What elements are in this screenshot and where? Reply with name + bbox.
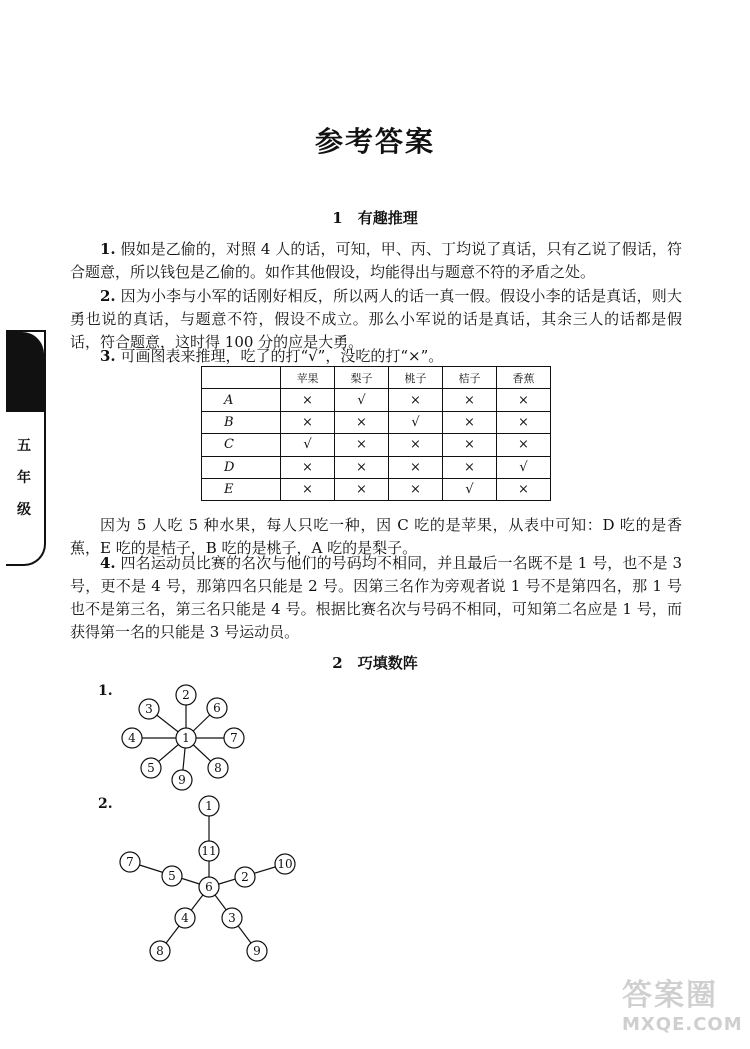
answer-text: 因为小李与小军的话刚好相反，所以两人的话一真一假。假设小李的话是真话，则大勇也说的真话，与题意不符，假设不成立。那么小军说的话是真话，其余三人的话都是假话，符合题意，这时得 100 分的应是大勇。	[70, 287, 682, 351]
answer-number: 4.	[100, 554, 116, 572]
node-number: 8	[156, 944, 164, 958]
answer-number: 1.	[100, 240, 116, 258]
section-heading-2: 2 巧填数阵	[332, 654, 418, 672]
table-cell: √	[389, 411, 443, 433]
table-row-label: B	[202, 411, 281, 433]
watermark-logo	[622, 970, 743, 1040]
figure-1-label: 1.	[98, 683, 113, 699]
table-cell: ×	[443, 456, 497, 478]
node-number: 8	[214, 761, 222, 775]
node-number: 10	[277, 857, 293, 871]
answer-number: 2.	[100, 287, 116, 305]
table-cell: ×	[335, 456, 389, 478]
table-cell: ×	[443, 434, 497, 456]
node-number: 4	[128, 731, 136, 745]
table-header-cell: 香蕉	[497, 367, 551, 389]
table-cell: √	[443, 478, 497, 500]
table-row-label: A	[202, 389, 281, 411]
answer-text: 可画图表来推理，吃了的打“√”，没吃的打“×”。	[120, 347, 444, 365]
watermark-line-1: 答案圈	[622, 978, 718, 1013]
answer-number: 3.	[100, 347, 116, 365]
page-title: 参考答案	[314, 125, 435, 158]
table-cell: √	[335, 389, 389, 411]
figure-2-label: 2.	[98, 796, 113, 812]
node-number: 5	[168, 869, 176, 883]
grade-char: 级	[17, 502, 31, 518]
node-number: 2	[182, 688, 190, 702]
table-cell: ×	[335, 411, 389, 433]
node-number: 2	[241, 870, 249, 884]
node-number: 11	[201, 844, 217, 858]
answer-text: 假如是乙偷的，对照 4 人的话，可知，甲、丙、丁均说了真话，只有乙说了假话，符合题意，所以钱包是乙偷的。如作其他假设，均能得出与题意不符的矛盾之处。	[70, 240, 682, 281]
grade-char: 年	[17, 470, 31, 486]
table-row-label: C	[202, 434, 281, 456]
node-number: 6	[213, 701, 221, 715]
node-number: 3	[228, 911, 236, 925]
node-number: 4	[181, 911, 189, 925]
table-cell: ×	[389, 456, 443, 478]
table-cell: √	[497, 456, 551, 478]
table-header-cell: 梨子	[335, 367, 389, 389]
node-number: 1	[205, 799, 213, 813]
table-cell: ×	[389, 478, 443, 500]
table-cell: ×	[443, 411, 497, 433]
table-header-cell: 桃子	[389, 367, 443, 389]
table-cell: √	[281, 434, 335, 456]
node-number: 6	[205, 880, 213, 894]
figure-2-nodes	[120, 796, 295, 961]
table-header-cell: 苹果	[281, 367, 335, 389]
node-number: 9	[178, 773, 186, 787]
node-number: 7	[230, 731, 238, 745]
table-cell: ×	[497, 478, 551, 500]
table-cell: ×	[443, 389, 497, 411]
watermark-line-2: MXQE.COM	[622, 1014, 743, 1035]
answer-text: 因为 5 人吃 5 种水果，每人只吃一种，因 C 吃的是苹果，从表中可知：D 吃的是香蕉，E 吃的是桔子，B 吃的是桃子，A 吃的是梨子。	[70, 516, 682, 557]
node-number: 7	[126, 855, 134, 869]
table-cell: ×	[389, 434, 443, 456]
table-cell: ×	[335, 434, 389, 456]
node-number: 1	[182, 731, 190, 745]
table-cell: ×	[281, 456, 335, 478]
section-heading-1: 1 有趣推理	[332, 209, 418, 227]
table-cell: ×	[497, 389, 551, 411]
node-number: 5	[147, 761, 155, 775]
node-number: 3	[145, 702, 153, 716]
table-cell: ×	[281, 389, 335, 411]
table-cell: ×	[281, 411, 335, 433]
node-number: 9	[253, 944, 261, 958]
table-row-label: E	[202, 478, 281, 500]
table-cell: ×	[281, 478, 335, 500]
table-cell: ×	[497, 434, 551, 456]
grade-char: 五	[17, 438, 31, 454]
table-row-label: D	[202, 456, 281, 478]
answer-text: 四名运动员比赛的名次与他们的号码均不相同，并且最后一名既不是 1 号，也不是 3 号，更不是 4 号，那第四名只能是 2 号。因第三名作为旁观者说 1 号不是第四名，那 1 号也不是第三名，第三名只能是 4 号。根据比赛名次与号码不相同，可知第二名应是 1 号，而获得第一名的只能是 3 号运动员。	[70, 554, 682, 641]
table-header-cell: 桔子	[443, 367, 497, 389]
table-cell: ×	[389, 389, 443, 411]
table-cell: ×	[497, 411, 551, 433]
table-cell: ×	[335, 478, 389, 500]
